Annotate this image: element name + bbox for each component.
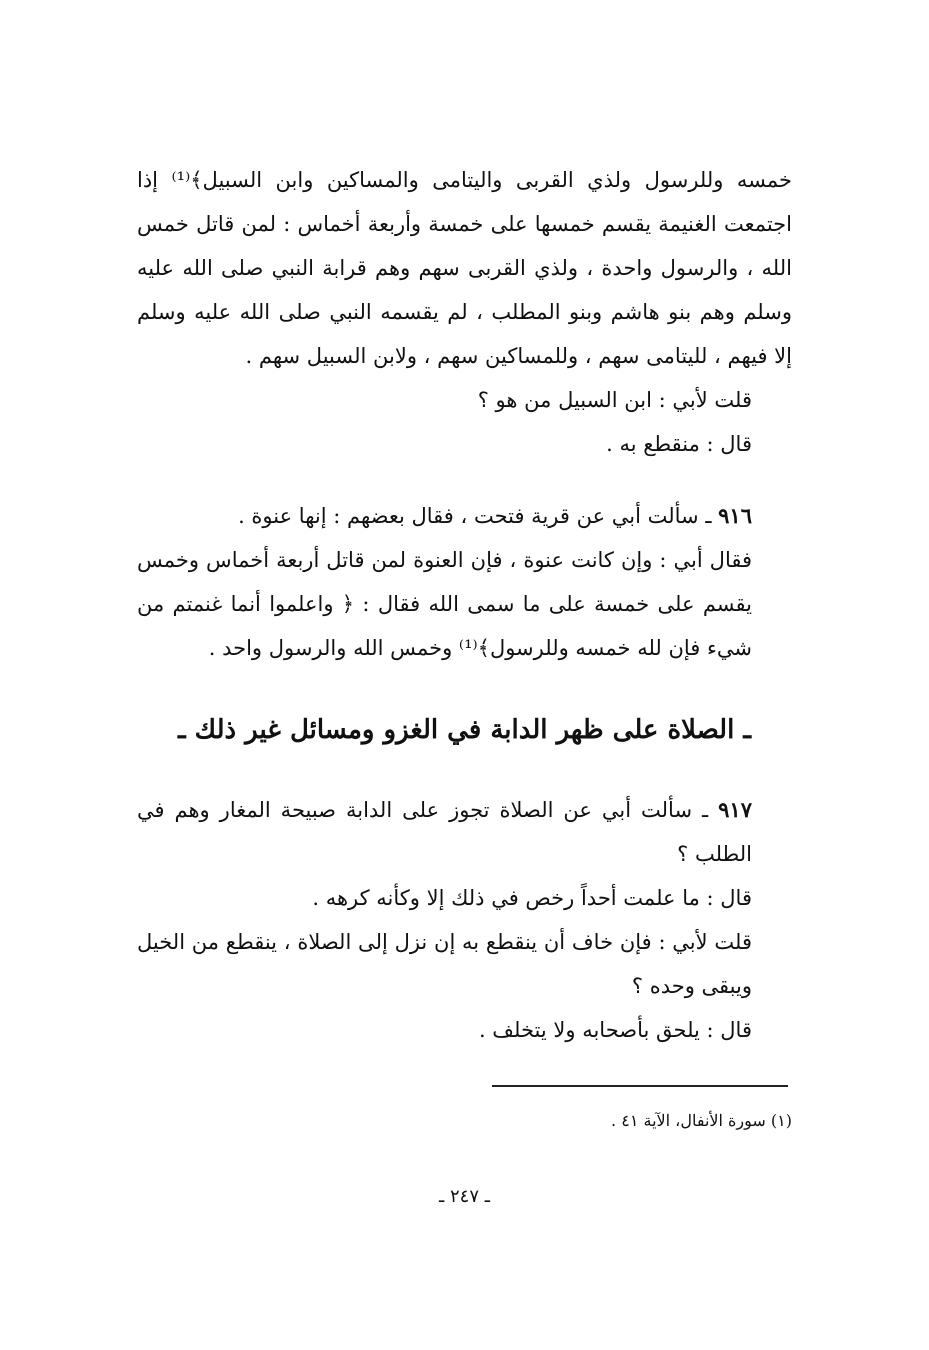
question-917-text: ـ سألت أبي عن الصلاة تجوز على الدابة صبيحة المغار وهم في الطلب ؟	[137, 798, 752, 866]
question-ibn-sabil: قلت لأبي : ابن السبيل من هو ؟	[477, 388, 752, 412]
footnote-divider	[492, 1085, 788, 1087]
question-fear-cut-off: قلت لأبي : فإن خاف أن ينقطع به إن نزل إلى الصلاة ، ينقطع من الخيل ويبقى وحده ؟	[137, 930, 752, 998]
paragraph-khumus: خمسه وللرسول ولذي القربى واليتامى والمساكين وابن السبيل﴾⁽¹⁾ إذا اجتمعت الغنيمة يقسم خمسها على خمسة وأربعة أخماس : لمن قاتل خمس الله ، والرسول واحدة ، ولذي القربى سهم وهم قرابة النبي صلى الله عليه وسلم وهم بنو هاشم وبنو المطلب ، لم يقسمه النبي صلى الله عليه وسلم إلا فيهم ، لليتامى سهم ، وللمساكين سهم ، ولابن السبيل سهم .	[137, 168, 792, 368]
answer-917: قال : ما علمت أحداً رخص في ذلك إلا وكأنه كرهه .	[312, 886, 752, 910]
question-916-text: ـ سألت أبي عن قرية فتحت ، فقال بعضهم : إنها عنوة .	[238, 504, 719, 528]
question-916	[137, 494, 792, 538]
page-body	[137, 158, 792, 1052]
section-heading: ـ الصلاة على ظهر الدابة في الغزو ومسائل غير ذلك ـ	[177, 715, 751, 745]
answer-fear-cut-off: قال : يلحق بأصحابه ولا يتخلف .	[478, 1018, 752, 1042]
page-number: ـ ٢٤٧ ـ	[438, 1186, 490, 1207]
footnote: (١) سورة الأنفال، الآية ٤١ .	[611, 1111, 792, 1130]
question-917	[137, 788, 792, 876]
answer-ibn-sabil: قال : منقطع به .	[606, 432, 752, 456]
question-number-916: ٩١٦	[718, 503, 752, 528]
paragraph-gap	[137, 466, 792, 494]
question-number-917: ٩١٧	[718, 797, 752, 822]
answer-916: فقال أبي : وإن كانت عنوة ، فإن العنوة لمن قاتل أربعة أخماس وخمس يقسم على خمسة على ما سمى الله فقال : ﴿ واعلموا أنما غنمتم من شيء فإن لله خمسه وللرسول﴾⁽¹⁾ وخمس الله والرسول واحد .	[137, 548, 752, 660]
